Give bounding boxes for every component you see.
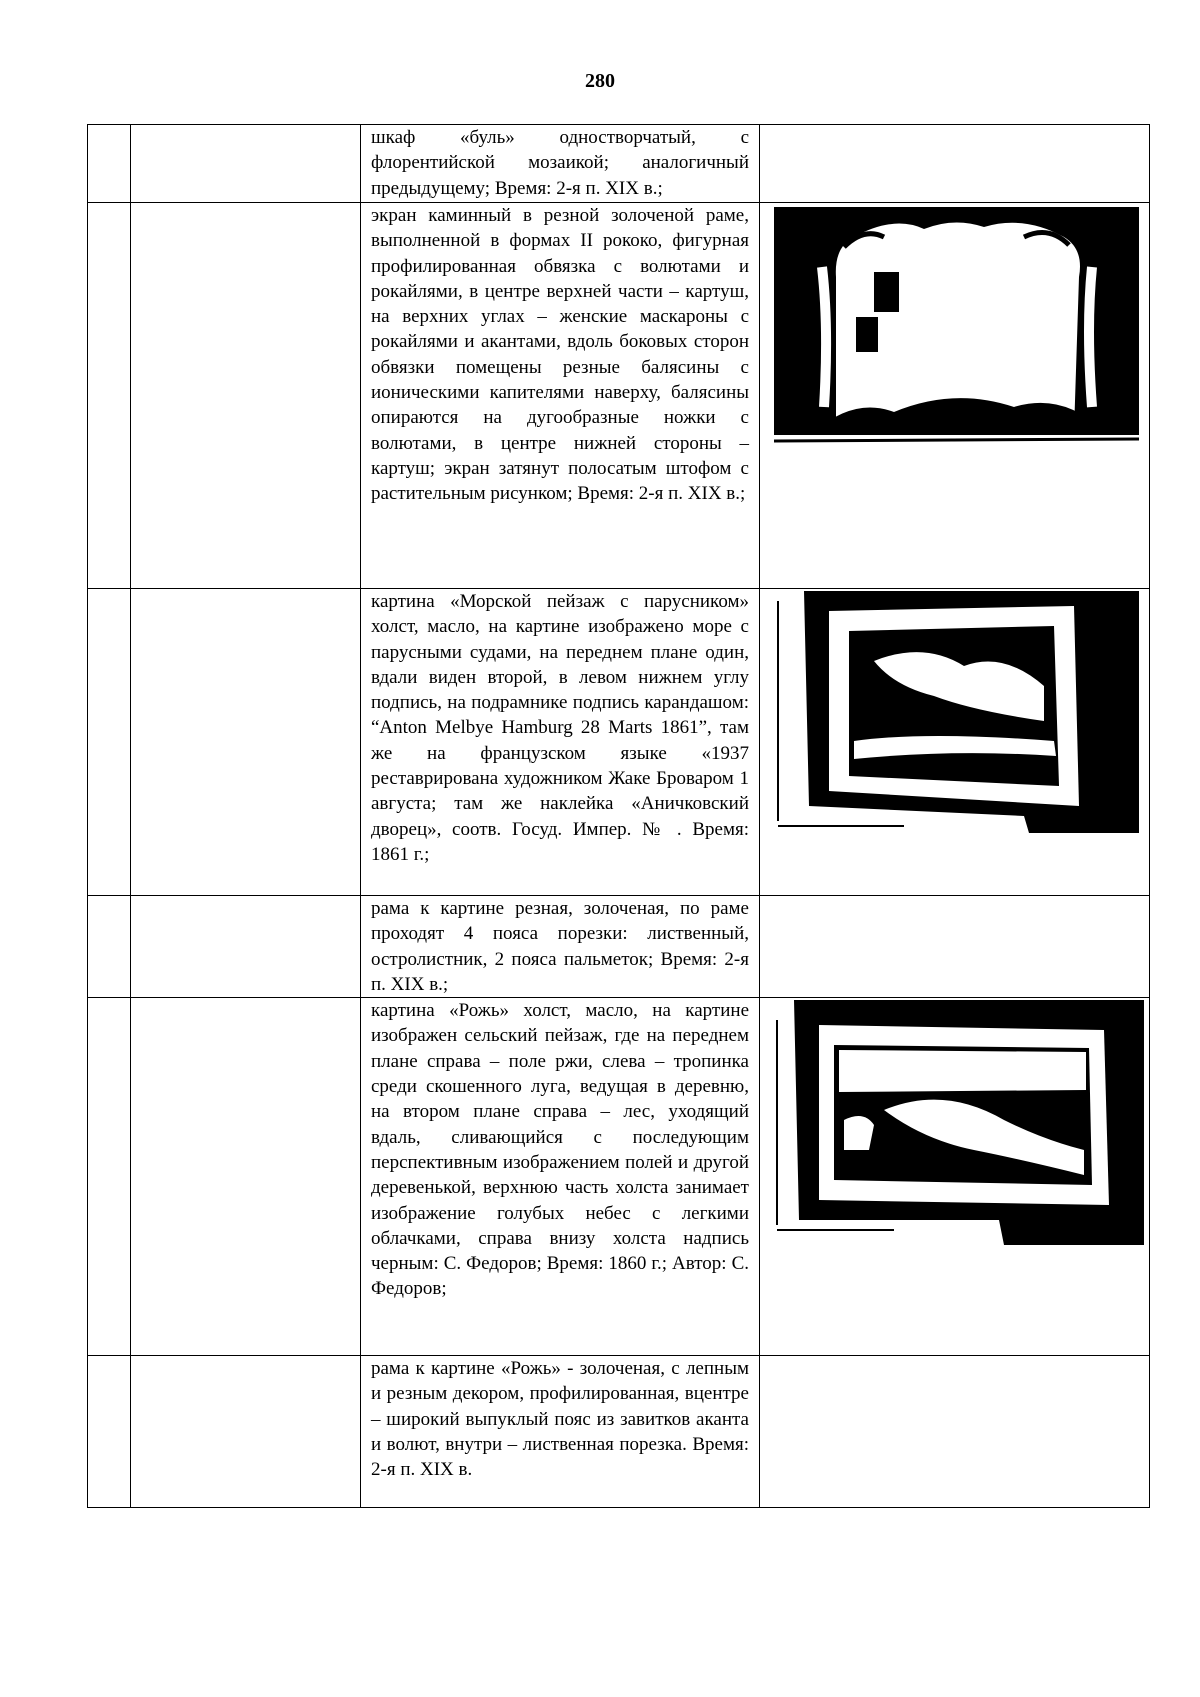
name-cell — [131, 203, 361, 589]
name-cell — [131, 589, 361, 896]
index-cell — [88, 125, 131, 203]
photo-cell — [760, 203, 1150, 589]
description-cell — [361, 1356, 760, 1508]
index-cell — [88, 896, 131, 998]
description-text: рама к картине резная, золоченая, по раме проходят 4 пояса порезки: лиственный, остролистник, 2 пояса пальметок; Время: 2-я п. XIX в.; — [371, 898, 749, 995]
index-cell — [88, 589, 131, 896]
description-cell — [361, 203, 760, 589]
description-text: экран каминный в резной золоченой раме, выполненной в формах II рококо, фигурная профилированная обвязка с волютами и рокайлями, в центре верхней части – картуш, на верхних углах – женские маскароны с рокайлями и акантами, вдоль боковых сторон обвязки помещены резные балясины с ионическими капителями наверху, балясины опираются на дугообразные ножки с волютами, в центре нижней стороны – картуш; экран затянут полосатым штофом с растительным рисунком; Время: 2-я п. XIX в.; — [371, 205, 749, 505]
index-cell — [88, 203, 131, 589]
description-cell — [361, 998, 760, 1356]
description-text: шкаф «буль» одностворчатый, с флорентийской мозаикой; аналогичный предыдущему; Время: 2-я п. XIX в.; — [371, 127, 749, 199]
photo-cell — [760, 1356, 1150, 1508]
page-number: 280 — [585, 70, 615, 92]
description-cell — [361, 896, 760, 998]
name-cell — [131, 998, 361, 1356]
description-text: картина «Рожь» холст, масло, на картине изображен сельский пейзаж, где на переднем плане справа – поле ржи, слева – тропинка среди скошенного луга, ведущая в деревню, на втором плане справа – лес, уходящий вдаль, сливающийся с последующим перспективным изображением полей и другой деревенькой, верхнюю часть холста занимает изображение голубых небес с легкими облачками, справа внизу холста надпись черным: С. Федоров; Время: 1860 г.; Автор: С. Федоров; — [371, 1000, 749, 1300]
table-row — [88, 896, 1150, 998]
name-cell — [131, 896, 361, 998]
inventory-table — [87, 124, 1150, 1508]
table-row — [88, 203, 1150, 589]
index-cell — [88, 1356, 131, 1508]
rye-painting-photo — [774, 1000, 1149, 1245]
fireplace-screen-photo — [774, 207, 1149, 449]
description-cell — [361, 589, 760, 896]
photo-cell — [760, 589, 1150, 896]
photo-cell — [760, 998, 1150, 1356]
table-row — [88, 998, 1150, 1356]
description-text: картина «Морской пейзаж с парусником» холст, масло, на картине изображено море с парусными судами, на переднем плане один, вдали виден второй, в левом нижнем углу подпись, на подрамнике подпись карандашом: “Anton Melbye Hamburg 28 Marts 1861”, там же на французском языке «1937 реставрирована художником Жаке Броваром 1 августа; там же наклейка «Аничковский дворец», соотв. Госуд. Импер. № . Время: 1861 г.; — [371, 591, 749, 865]
photo-cell — [760, 125, 1150, 203]
photo-cell — [760, 896, 1150, 998]
seascape-painting-photo — [774, 591, 1149, 833]
description-cell — [361, 125, 760, 203]
description-text: рама к картине «Рожь» - золоченая, с лепным и резным декором, профилированная, вцентре – широкий выпуклый пояс из завитков аканта и волют, внутри – лиственная порезка. Время: 2-я п. XIX в. — [371, 1358, 749, 1481]
table-row — [88, 1356, 1150, 1508]
table-row — [88, 589, 1150, 896]
name-cell — [131, 125, 361, 203]
index-cell — [88, 998, 131, 1356]
table-row — [88, 125, 1150, 203]
name-cell — [131, 1356, 361, 1508]
